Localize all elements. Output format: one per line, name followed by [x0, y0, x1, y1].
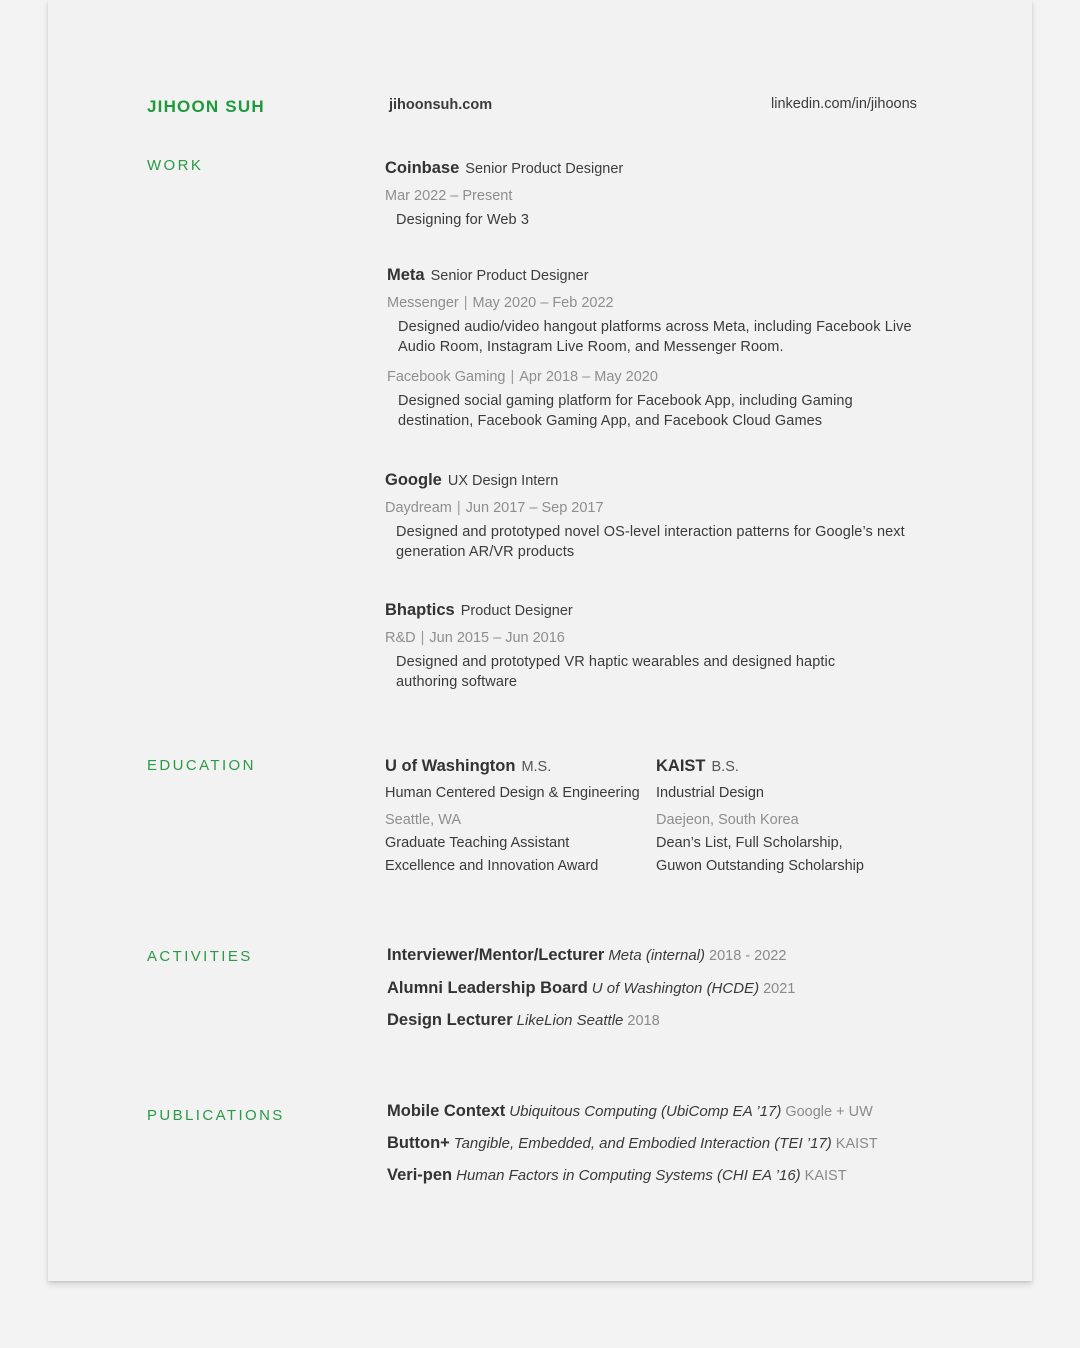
- job-dates: Apr 2018 – May 2020: [519, 369, 658, 385]
- publication-venue: Tangible, Embedded, and Embodied Interaction (TEI ’17): [453, 1135, 832, 1152]
- job-team-dates: [385, 500, 604, 516]
- job-bhaptics-header: [385, 601, 573, 620]
- degree: M.S.: [521, 759, 552, 775]
- publication-org: KAIST: [835, 1136, 878, 1152]
- publication-item: [387, 1134, 878, 1153]
- section-label-activities: ACTIVITIES: [147, 948, 253, 965]
- separator: |: [463, 295, 468, 311]
- company-name: Meta: [387, 266, 425, 284]
- edu-uw-header: [385, 757, 551, 776]
- separator: |: [420, 630, 425, 646]
- activity-item: [387, 946, 786, 965]
- website-link[interactable]: jihoonsuh.com: [389, 97, 493, 113]
- publication-title: Veri-pen: [387, 1166, 453, 1184]
- edu-award: Dean’s List, Full Scholarship,: [656, 835, 843, 851]
- job-coinbase-header: [385, 159, 623, 178]
- school-name: U of Washington: [385, 757, 516, 775]
- edu-major: Industrial Design: [656, 785, 764, 801]
- edu-kaist-header: [656, 757, 739, 776]
- job-role: Senior Product Designer: [430, 268, 589, 284]
- activity-item: [387, 1011, 660, 1030]
- company-name: Coinbase: [385, 159, 460, 177]
- job-team-dates: [387, 295, 614, 311]
- edu-award: Guwon Outstanding Scholarship: [656, 858, 864, 874]
- activity-org: Meta (internal): [608, 947, 706, 964]
- edu-location: Daejeon, South Korea: [656, 812, 799, 828]
- job-role: Product Designer: [460, 603, 573, 619]
- activity-year: 2018: [627, 1013, 660, 1029]
- job-dates: Mar 2022 – Present: [385, 188, 513, 204]
- activity-year: 2018 - 2022: [709, 948, 787, 964]
- job-description: Designed social gaming platform for Facebook App, including Gaming destination, Facebook Gaming App, and Facebook Cloud Games: [398, 393, 853, 429]
- company-name: Google: [385, 471, 442, 489]
- section-label-education: EDUCATION: [147, 757, 256, 774]
- publication-venue: Human Factors in Computing Systems (CHI EA ’16): [456, 1167, 801, 1184]
- job-team: Daydream: [385, 500, 452, 516]
- activity-year: 2021: [763, 981, 796, 997]
- job-description: Designing for Web 3: [396, 212, 530, 228]
- edu-location: Seattle, WA: [385, 812, 462, 828]
- job-description: Designed and prototyped novel OS-level interaction patterns for Google’s next generation AR/VR products: [396, 524, 905, 560]
- publication-item: [387, 1102, 873, 1121]
- publication-venue: Ubiquitous Computing (UbiComp EA ’17): [509, 1103, 782, 1120]
- job-google-header: [385, 471, 558, 490]
- activity-title: Design Lecturer: [387, 1011, 513, 1029]
- activity-title: Alumni Leadership Board: [387, 979, 588, 997]
- resume-page: [48, 0, 1032, 1281]
- activity-org: LikeLion Seattle: [516, 1012, 624, 1029]
- job-dates: Jun 2015 – Jun 2016: [429, 630, 565, 646]
- edu-major: Human Centered Design & Engineering: [385, 785, 640, 801]
- activity-org: U of Washington (HCDE): [591, 980, 760, 997]
- publication-item: [387, 1166, 847, 1185]
- company-name: Bhaptics: [385, 601, 455, 619]
- job-team: Facebook Gaming: [387, 369, 506, 385]
- publication-org: KAIST: [804, 1168, 847, 1184]
- job-team-dates: [385, 630, 565, 646]
- linkedin-link[interactable]: linkedin.com/in/jihoons: [771, 96, 917, 112]
- job-role: Senior Product Designer: [465, 161, 624, 177]
- edu-award: Graduate Teaching Assistant: [385, 835, 570, 851]
- job-team-dates: [387, 369, 658, 385]
- job-role: UX Design Intern: [447, 473, 559, 489]
- edu-award: Excellence and Innovation Award: [385, 858, 599, 874]
- job-team: R&D: [385, 630, 416, 646]
- publication-title: Button+: [387, 1134, 450, 1152]
- section-label-work: WORK: [147, 157, 204, 174]
- job-team: Messenger: [387, 295, 459, 311]
- activity-title: Interviewer/Mentor/Lecturer: [387, 946, 605, 964]
- publication-org: Google + UW: [785, 1104, 873, 1120]
- separator: |: [456, 500, 461, 516]
- separator: |: [510, 369, 515, 385]
- job-meta-header: [387, 266, 589, 285]
- school-name: KAIST: [656, 757, 706, 775]
- job-description: Designed audio/video hangout platforms across Meta, including Facebook Live Audio Room, Instagram Live Room, and Messenger Room.: [398, 319, 912, 355]
- resume-name: JIHOON SUH: [147, 97, 265, 116]
- degree: B.S.: [711, 759, 739, 775]
- job-dates: Jun 2017 – Sep 2017: [465, 500, 604, 516]
- section-label-publications: PUBLICATIONS: [147, 1107, 285, 1124]
- activity-item: [387, 979, 795, 998]
- job-dates: May 2020 – Feb 2022: [472, 295, 614, 311]
- job-description: Designed and prototyped VR haptic wearables and designed haptic authoring software: [396, 654, 836, 690]
- publication-title: Mobile Context: [387, 1102, 506, 1120]
